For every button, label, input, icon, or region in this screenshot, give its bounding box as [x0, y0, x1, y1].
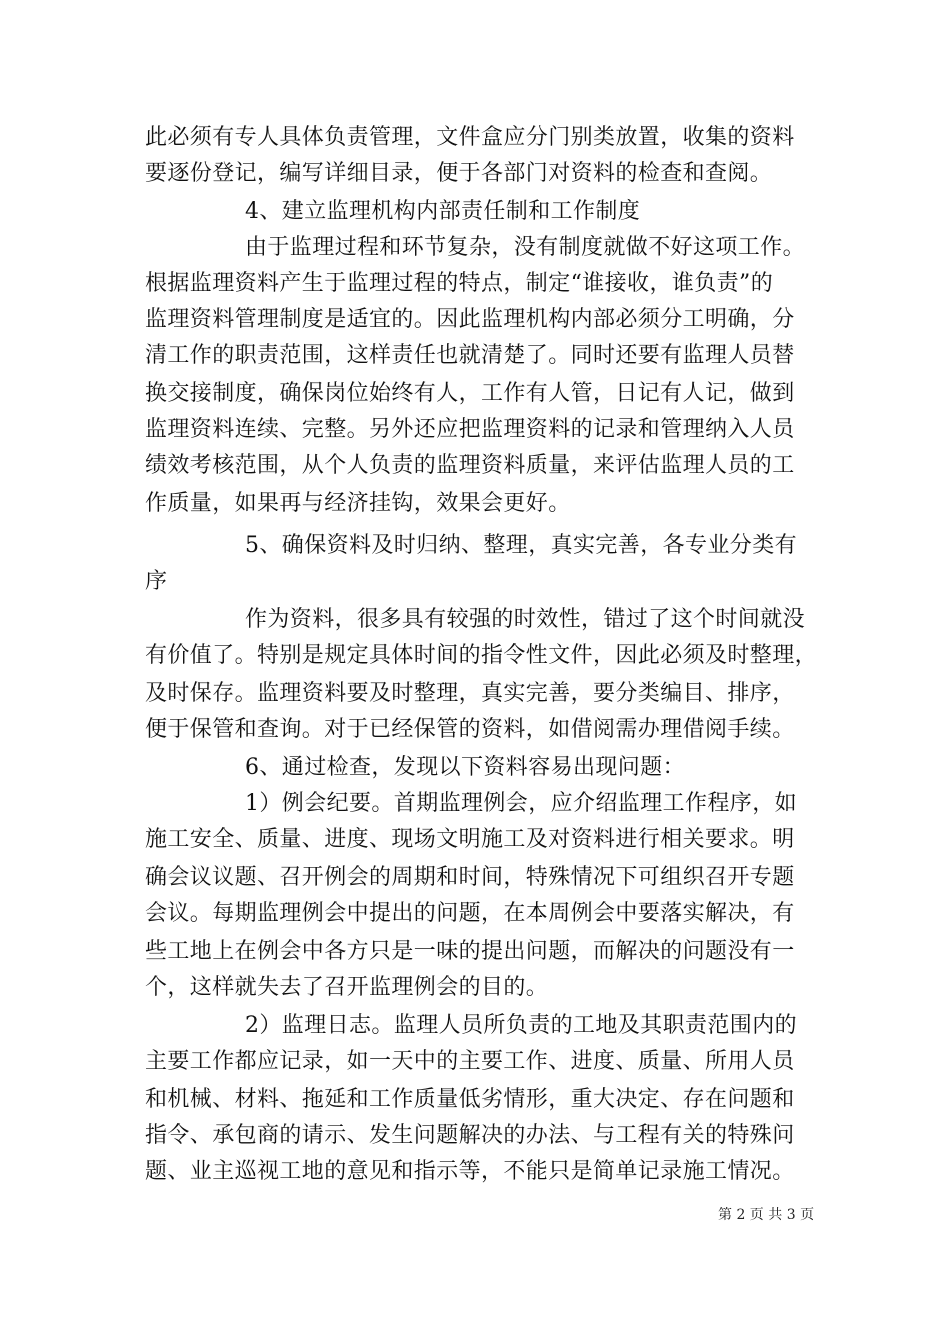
- page-number: 第 2 页 共 3 页: [718, 1207, 815, 1223]
- text-line: 及时保存。监理资料要及时整理，真实完善，要分类编目、排序，: [145, 681, 795, 706]
- section-heading-continuation: 序: [145, 569, 168, 594]
- text-line: 会议。每期监理例会中提出的问题，在本周例会中要落实解决，有: [145, 901, 795, 926]
- text-line: 个，这样就失去了召开监理例会的目的。: [145, 975, 549, 1000]
- text-line: 施工安全、质量、进度、现场文明施工及对资料进行相关要求。明: [145, 827, 795, 852]
- text-line: 绩效考核范围，从个人负责的监理资料质量，来评估监理人员的工: [145, 453, 795, 478]
- text-line: 些工地上在例会中各方只是一味的提出问题，而解决的问题没有一: [145, 939, 795, 964]
- list-item-start: 2）监理日志。监理人员所负责的工地及其职责范围内的: [245, 1013, 797, 1038]
- text-line: 此必须有专人具体负责管理，文件盒应分门别类放置，收集的资料: [145, 125, 795, 150]
- text-line: 便于保管和查询。对于已经保管的资料，如借阅需办理借阅手续。: [145, 717, 795, 742]
- text-line: 换交接制度，确保岗位始终有人，工作有人管，日记有人记，做到: [145, 381, 795, 406]
- paragraph-start: 由于监理过程和环节复杂，没有制度就做不好这项工作。: [245, 235, 806, 260]
- text-line: 作质量，如果再与经济挂钩，效果会更好。: [145, 491, 571, 516]
- section-heading: 4、建立监理机构内部责任制和工作制度: [245, 199, 641, 224]
- text-line: 监理资料管理制度是适宜的。因此监理机构内部必须分工明确，分: [145, 307, 795, 332]
- paragraph-start: 作为资料，很多具有较强的时效性，错过了这个时间就没: [245, 607, 806, 632]
- text-line: 指令、承包商的请示、发生问题解决的办法、与工程有关的特殊问: [145, 1123, 795, 1148]
- text-line: 主要工作都应记录，如一天中的主要工作、进度、质量、所用人员: [145, 1049, 795, 1074]
- text-line: 清工作的职责范围，这样责任也就清楚了。同时还要有监理人员替: [145, 343, 795, 368]
- text-line: 确会议议题、召开例会的周期和时间，特殊情况下可组织召开专题: [145, 865, 795, 890]
- text-line: 监理资料连续、完整。另外还应把监理资料的记录和管理纳入人员: [145, 417, 795, 442]
- text-line: 根据监理资料产生于监理过程的特点，制定“谁接收，谁负责”的: [145, 271, 774, 296]
- text-line: 要逐份登记，编写详细目录，便于各部门对资料的检查和查阅。: [145, 161, 773, 186]
- text-line: 和机械、材料、拖延和工作质量低劣情形，重大决定、存在问题和: [145, 1087, 795, 1112]
- list-item-start: 1）例会纪要。首期监理例会，应介绍监理工作程序，如: [245, 791, 797, 816]
- section-heading: 5、确保资料及时归纳、整理，真实完善，各专业分类有: [245, 533, 797, 558]
- text-line: 有价值了。特别是规定具体时间的指令性文件，因此必须及时整理，: [145, 643, 818, 668]
- text-line: 题、业主巡视工地的意见和指示等，不能只是简单记录施工情况。: [145, 1159, 795, 1184]
- section-heading: 6、通过检查，发现以下资料容易出现问题：: [245, 755, 685, 780]
